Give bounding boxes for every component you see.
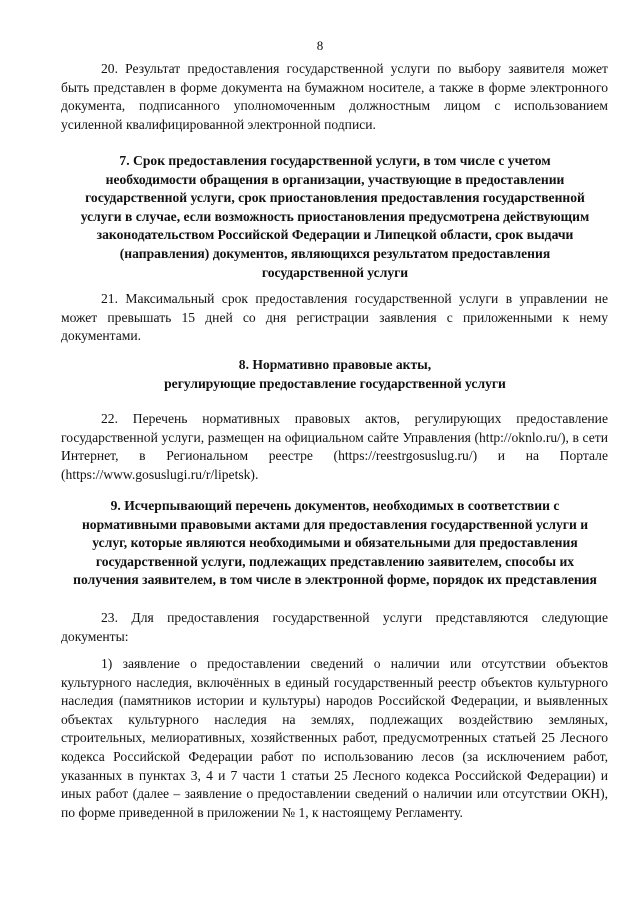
paragraph-20: 20. Результат предоставления государственной услуги по выбору заявителя может быть представлен в форме документа на бумажном носителе, а также в форме электронного документа, подписанного уполномоченным должностным лицом с использованием усиленной квалифицированной электронной подписи. [61, 61, 608, 132]
paragraph-21: 21. Максимальный срок предоставления государственной услуги в управлении не может превышать 15 дней со дня регистрации заявления с приложенными к нему документами. [61, 291, 608, 344]
paragraph-23-item-1: 1) заявление о предоставлении сведений о наличии или отсутствии объектов культурного наследия, включённых в единый государственный реестр объектов культурного наследия (памятников истории и культуры) народов Российской Федерации, и выявленных объектах культурного наследия на землях, подлежащих воздействию земляных, строительных, мелиоративных, хозяйственных работ, предусмотренных статьей 25 Лесного кодекса Российской Федерации работ по использованию лесов (за исключением работ, указанных в пунктах 3, 4 и 7 части 1 статьи 25 Лесного кодекса Российской Федерации) и иных работ (далее – заявление о предоставлении сведений о наличии или отсутствии ОКН), по форме приведенной в приложении № 1, к настоящему Регламенту. [61, 656, 608, 820]
section-7-heading: 7. Срок предоставления государственной услуги, в том числе с учетом необходимости обращения в организации, участвующие в предоставлении государственной услуги, срок приостановления предоставления государственной услуги в случае, если возможность приостановления предусмотрена действующим законодательством Российской Федерации и Липецкой области, срок выдачи (направления) документов, являющихся результатом предоставления государственной услуги [80, 153, 590, 280]
section-8-heading-line1: 8. Нормативно правовые акты, [238, 357, 432, 372]
section-8-heading-line2: регулирующие предоставление государственной услуги [164, 375, 506, 391]
section-9-heading: 9. Исчерпывающий перечень документов, необходимых в соответствии с нормативными правовыми актами для предоставления государственной услуги и услуг, которые являются необходимыми и обязательными для предоставления государственной услуги, подлежащих представлению заявителем, способы их получения заявителем, в том числе в электронной форме, порядок их представления [73, 498, 597, 588]
section-8-heading [75, 356, 595, 393]
paragraph-22: 22. Перечень нормативных правовых актов, регулирующих предоставление государственной услуги, размещен на официальном сайте Управления (http://oknlo.ru/), в сети Интернет, в Региональном реестре (https://reestrgosuslug.ru/) и на Портале (https://www.gosuslugi.ru/r/lipetsk). [61, 411, 608, 482]
paragraph-23: 23. Для предоставления государственной услуги представляются следующие документы: [61, 610, 608, 644]
page-number: 8 [316, 38, 324, 53]
